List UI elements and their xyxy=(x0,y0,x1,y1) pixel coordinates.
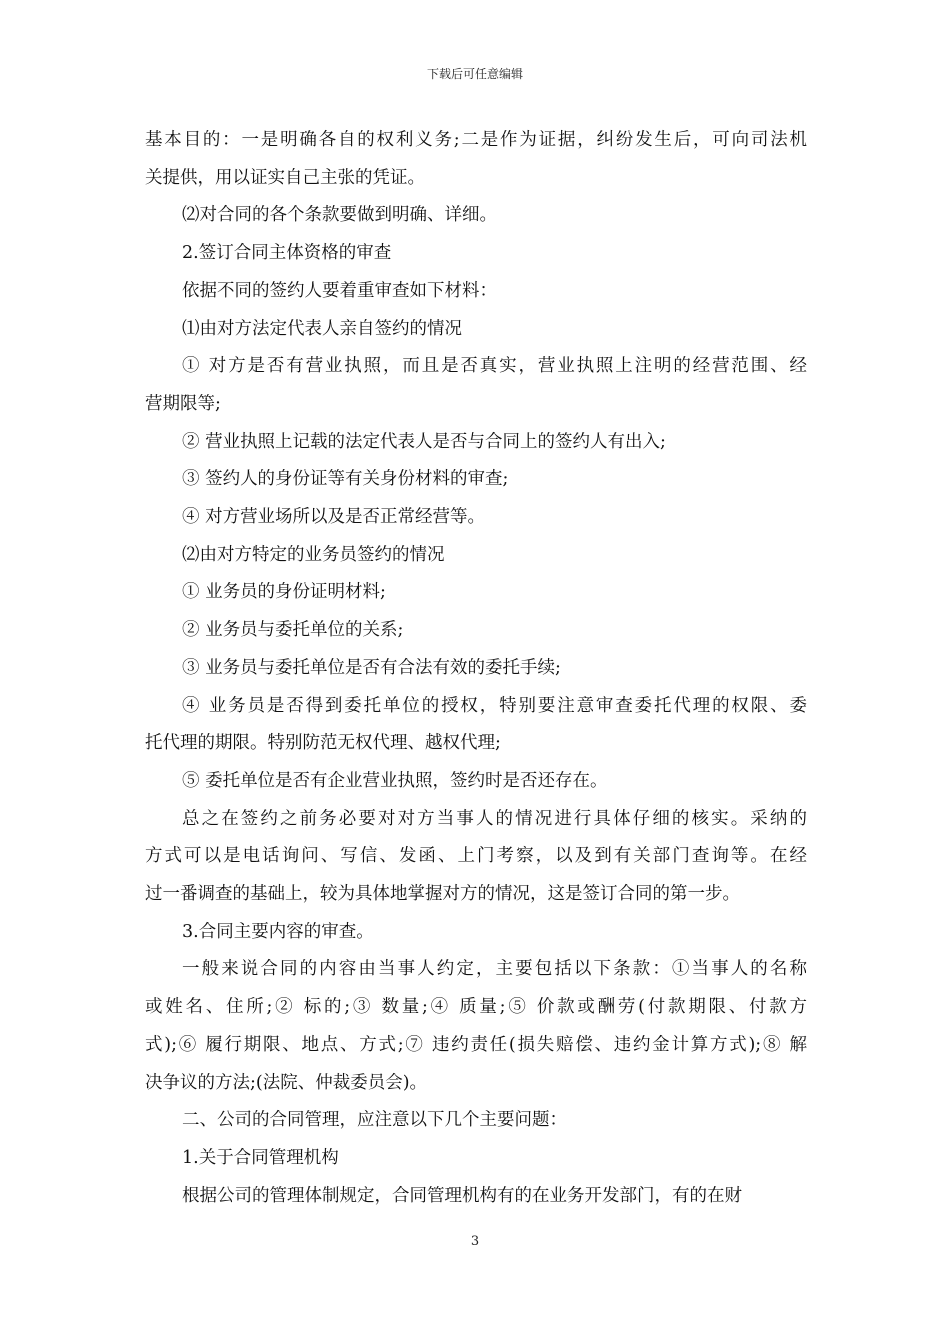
paragraph-line: ② 营业执照上记载的法定代表人是否与合同上的签约人有出入; xyxy=(182,431,666,452)
paragraph-line: ⑤ 委托单位是否有企业营业执照，签约时是否还存在。 xyxy=(182,770,608,791)
paragraph-line: 依据不同的签约人要着重审查如下材料： xyxy=(182,280,497,301)
paragraph-line: 营期限等; xyxy=(145,393,221,414)
paragraph-line: 托代理的期限。特别防范无权代理、越权代理; xyxy=(145,733,501,754)
page-number: 3 xyxy=(470,1234,480,1249)
paragraph-line: ⑵由对方特定的业务员签约的情况 xyxy=(182,544,445,565)
paragraph-line: ⑵对合同的各个条款要做到明确、详细。 xyxy=(182,205,497,226)
paragraph-line: ⑴由对方法定代表人亲自签约的情况 xyxy=(182,318,462,339)
paragraph-line: 总之在签约之前务必要对对方当事人的情况进行具体仔细的核实。采纳的 xyxy=(182,808,807,829)
paragraph-line: ④ 业务员是否得到委托单位的授权，特别要注意审查委托代理的权限、委 xyxy=(182,695,807,716)
paragraph-line: 1.关于合同管理机构 xyxy=(182,1147,339,1168)
paragraph-line: 方式可以是电话询问、写信、发函、上门考察，以及到有关部门查询等。在经 xyxy=(145,846,807,867)
page-header: 下载后可任意编辑 xyxy=(426,67,523,81)
paragraph-line: ② 业务员与委托单位的关系; xyxy=(182,620,404,641)
paragraph-line: ③ 签约人的身份证等有关身份材料的审查; xyxy=(182,469,509,490)
paragraph-line: 关提供，用以证实自己主张的凭证。 xyxy=(145,167,425,188)
paragraph-line: 或姓名、住所;② 标的;③ 数量;④ 质量;⑤ 价款或酬劳(付款期限、付款方 xyxy=(145,997,807,1018)
paragraph-line: 式);⑥ 履行期限、地点、方式;⑦ 违约责任(损失赔偿、违约金计算方式);⑧ 解 xyxy=(145,1034,807,1055)
paragraph-line: 决争议的方法;(法院、仲裁委员会)。 xyxy=(145,1072,428,1093)
document-body xyxy=(145,122,807,1215)
paragraph-line: ① 对方是否有营业执照，而且是否真实，营业执照上注明的经营范围、经 xyxy=(182,356,807,377)
paragraph-line: 3.合同主要内容的审查。 xyxy=(182,921,374,942)
paragraph-line: ③ 业务员与委托单位是否有合法有效的委托手续; xyxy=(182,657,561,678)
paragraph-line: ④ 对方营业场所以及是否正常经营等。 xyxy=(182,507,486,528)
paragraph-line: 过一番调查的基础上，较为具体地掌握对方的情况，这是签订合同的第一步。 xyxy=(145,884,740,905)
paragraph-line: 一般来说合同的内容由当事人约定，主要包括以下条款：①当事人的名称 xyxy=(182,959,807,980)
paragraph-line: 基本目的：一是明确各自的权利义务;二是作为证据，纠纷发生后，可向司法机 xyxy=(145,130,807,150)
paragraph-line: ① 业务员的身份证明材料; xyxy=(182,582,386,603)
paragraph-line: 2.签订合同主体资格的审查 xyxy=(182,243,392,264)
paragraph-line: 二、公司的合同管理，应注意以下几个主要问题： xyxy=(182,1110,567,1131)
paragraph-line: 根据公司的管理体制规定，合同管理机构有的在业务开发部门，有的在财 xyxy=(182,1185,742,1206)
